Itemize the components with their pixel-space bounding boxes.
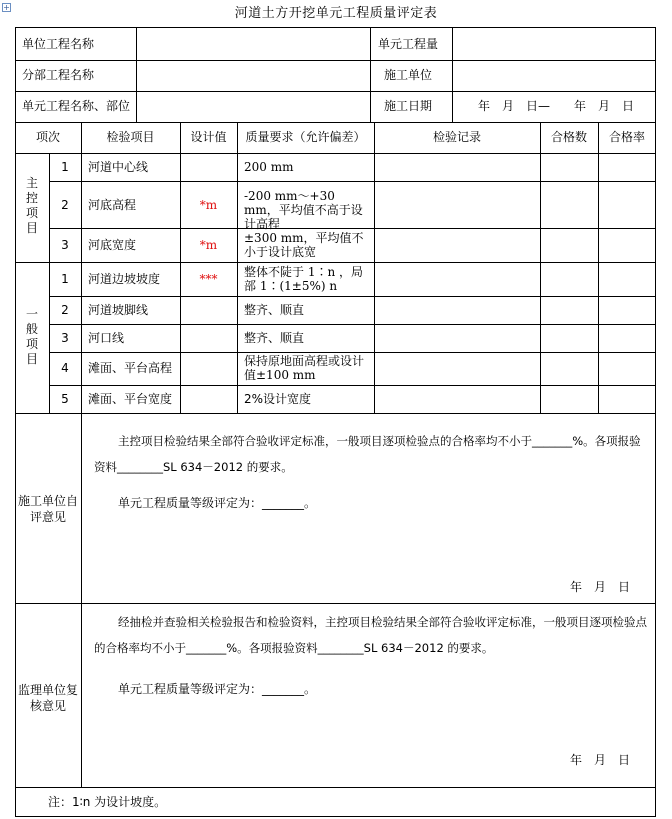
contractor-opinion-text: 主控项目检验结果全部符合验收评定标准，一般项目逐项检验点的合格率均不小于_______%。各项报验资料________SL 634－2012 的要求。	[94, 434, 641, 474]
supervisor-opinion-text: 经抽检并查验相关检验报告和检验资料，主控项目检验结果全部符合验收评定标准，一般项目逐项检验点的合格率均不小于_______%。各项报验资料________SL 634－2012 的要求。	[94, 615, 647, 655]
col-header-inspection-item: 检验项目	[106, 130, 155, 144]
general-items-group-label: 一般项目	[25, 307, 38, 366]
general-item-name: 河口线	[88, 331, 125, 345]
supervisor-opinion-label: 监理单位复核意见	[17, 683, 78, 713]
general-item-name: 滩面、平台宽度	[88, 392, 173, 406]
general-item-design: ***	[199, 272, 218, 286]
footnote: 注：1∶n 为设计坡度。	[48, 795, 167, 809]
general-item-no: 3	[61, 331, 69, 345]
page-title: 河道土方开挖单元工程质量评定表	[234, 6, 438, 21]
general-item-requirement: 2%设计宽度	[244, 392, 312, 406]
main-item-name: 河底宽度	[88, 238, 137, 252]
general-item-no: 4	[61, 361, 69, 375]
main-items-group-label: 主控项目	[25, 176, 38, 235]
element-quantity-label: 单元工程量	[378, 37, 439, 51]
general-item-no: 1	[61, 272, 69, 286]
general-item-requirement: 整体不陡于 1∶n ，局部 1∶(1±5%) n	[244, 265, 363, 293]
contractor-opinion-label: 施工单位自评意见	[17, 494, 78, 524]
general-item-no: 2	[61, 303, 69, 317]
general-item-name: 河道坡脚线	[88, 303, 149, 317]
table-anchor-icon[interactable]: +	[3, 3, 10, 12]
contractor-grade-line[interactable]: 单元工程质量等级评定为：_______。	[118, 496, 317, 510]
main-item-design: *m	[199, 198, 218, 212]
col-header-quality-requirement: 质量要求（允许偏差）	[245, 130, 366, 144]
col-header-item-no: 项次	[35, 130, 60, 144]
main-item-requirement: ±300 mm，平均值不小于设计底宽	[244, 231, 364, 259]
general-item-requirement: 整齐、顺直	[244, 303, 305, 317]
main-item-design: *m	[199, 238, 218, 252]
supervisor-date[interactable]: 年 月 日	[570, 753, 631, 767]
main-item-requirement: -200 mm～+30 mm，平均值不高于设计高程	[244, 189, 363, 231]
general-item-name: 河道边坡坡度	[88, 272, 161, 286]
main-item-no: 2	[61, 198, 69, 212]
contractor-date[interactable]: 年 月 日	[570, 580, 631, 594]
unit-project-name-label: 单位工程名称	[22, 37, 95, 51]
element-name-location-label: 单元工程名称、部位	[22, 99, 131, 113]
evaluation-table	[15, 27, 656, 817]
main-item-requirement: 200 mm	[244, 160, 294, 174]
main-item-no: 1	[61, 160, 69, 174]
construction-date-value[interactable]: 年 月 日— 年 月 日	[478, 99, 635, 113]
sub-project-name-label: 分部工程名称	[22, 68, 95, 82]
main-item-name: 河底高程	[88, 198, 137, 212]
construction-date-label: 施工日期	[384, 99, 433, 113]
col-header-inspection-record: 检验记录	[432, 130, 481, 144]
supervisor-grade-line[interactable]: 单元工程质量等级评定为：_______。	[118, 682, 317, 696]
col-header-qualified-rate: 合格率	[608, 130, 645, 144]
general-item-requirement: 整齐、顺直	[244, 331, 305, 345]
general-item-name: 滩面、平台高程	[88, 361, 173, 375]
main-item-name: 河道中心线	[88, 160, 149, 174]
general-item-requirement: 保持原地面高程或设计值±100 mm	[244, 354, 365, 382]
col-header-design-value: 设计值	[190, 130, 227, 144]
contractor-label: 施工单位	[384, 68, 433, 82]
col-header-qualified-count: 合格数	[550, 130, 587, 144]
general-item-no: 5	[61, 392, 69, 406]
main-item-no: 3	[61, 238, 69, 252]
